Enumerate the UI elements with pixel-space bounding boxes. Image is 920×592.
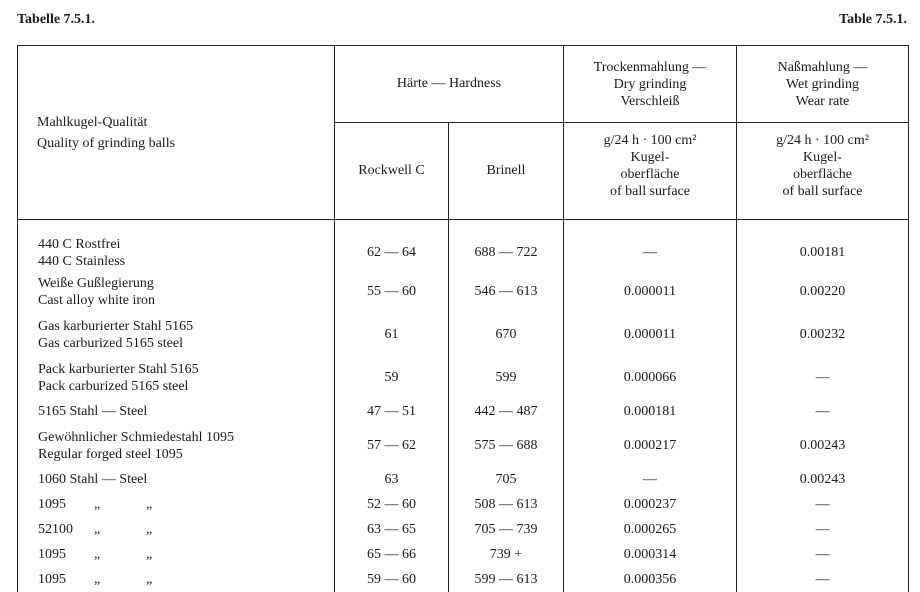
quality-name-de: Pack karburierter Stahl 5165 <box>38 361 199 378</box>
cell-wet-wear: — <box>737 567 909 592</box>
table-caption-de: Tabelle 7.5.1. <box>17 12 95 28</box>
quality-grade: 1095 <box>38 546 94 563</box>
ditto-mark: „ <box>146 496 198 513</box>
cell-wet-wear: 0.00181 <box>737 220 909 271</box>
quality-name-de: 5165 Stahl — Steel <box>38 403 147 420</box>
header-quality <box>18 46 335 220</box>
cell-wet-wear: — <box>737 356 909 399</box>
header-brinell: Brinell <box>449 123 564 220</box>
quality-grade: 1095 <box>38 496 94 513</box>
header-hardness: Härte — Hardness <box>335 46 564 123</box>
dry-unit-line-3: oberfläche <box>564 166 736 183</box>
cell-dry-wear: 0.000237 <box>564 492 737 517</box>
cell-rockwell: 55 — 60 <box>335 270 449 313</box>
table-body <box>18 220 909 592</box>
cell-dry-wear: 0.000314 <box>564 542 737 567</box>
table-row <box>18 356 909 399</box>
cell-quality <box>18 399 335 424</box>
header-quality-en: Quality of grinding balls <box>37 135 334 152</box>
header-wet-grinding <box>737 46 909 123</box>
cell-wet-wear: 0.00243 <box>737 424 909 467</box>
table-caption-en: Table 7.5.1. <box>839 12 907 28</box>
cell-quality <box>18 270 335 313</box>
quality-name-en: Cast alloy white iron <box>38 292 155 309</box>
cell-wet-wear: — <box>737 542 909 567</box>
cell-brinell: 546 — 613 <box>449 270 564 313</box>
cell-wet-wear: — <box>737 399 909 424</box>
wet-unit-line-1: g/24 h · 100 cm² <box>737 132 908 149</box>
cell-dry-wear: 0.000011 <box>564 270 737 313</box>
quality-name-en: 440 C Stainless <box>38 253 125 270</box>
header-rockwell: Rockwell C <box>335 123 449 220</box>
cell-brinell: 508 — 613 <box>449 492 564 517</box>
cell-rockwell: 59 — 60 <box>335 567 449 592</box>
table-row <box>18 424 909 467</box>
cell-brinell: 599 <box>449 356 564 399</box>
cell-wet-wear: — <box>737 492 909 517</box>
dry-unit-line-1: g/24 h · 100 cm² <box>564 132 736 149</box>
cell-wet-wear: 0.00243 <box>737 467 909 492</box>
wet-unit-line-2: Kugel- <box>737 149 908 166</box>
dry-unit-line-2: Kugel- <box>564 149 736 166</box>
header-wet-line-1: Naßmahlung — <box>737 59 908 76</box>
cell-brinell: 739 + <box>449 542 564 567</box>
cell-brinell: 575 — 688 <box>449 424 564 467</box>
header-dry-line-3: Verschleiß <box>564 93 736 110</box>
cell-brinell: 670 <box>449 313 564 356</box>
quality-name-en: Regular forged steel 1095 <box>38 446 183 463</box>
header-dry-unit <box>564 123 737 220</box>
cell-quality <box>18 467 335 492</box>
cell-quality <box>18 220 335 271</box>
cell-rockwell: 52 — 60 <box>335 492 449 517</box>
cell-wet-wear: 0.00232 <box>737 313 909 356</box>
cell-rockwell: 62 — 64 <box>335 220 449 271</box>
table-row <box>18 220 909 271</box>
cell-rockwell: 57 — 62 <box>335 424 449 467</box>
table-row <box>18 270 909 313</box>
table-row <box>18 492 909 517</box>
table-row <box>18 399 909 424</box>
cell-dry-wear: 0.000066 <box>564 356 737 399</box>
header-quality-de: Mahlkugel-Qualität <box>37 114 334 131</box>
quality-name-en: Pack carburized 5165 steel <box>38 378 188 395</box>
ditto-mark: „ <box>94 571 146 588</box>
dry-unit-line-4: of ball surface <box>564 183 736 200</box>
quality-name-de: 440 C Rostfrei <box>38 236 120 253</box>
cell-quality <box>18 313 335 356</box>
quality-name-de: Gewöhnlicher Schmiedestahl 1095 <box>38 429 234 446</box>
cell-wet-wear: — <box>737 517 909 542</box>
header-wet-line-2: Wet grinding <box>737 76 908 93</box>
wet-unit-line-4: of ball surface <box>737 183 908 200</box>
grinding-balls-table <box>17 45 909 592</box>
header-dry-line-2: Dry grinding <box>564 76 736 93</box>
header-wet-unit <box>737 123 909 220</box>
cell-rockwell: 63 <box>335 467 449 492</box>
cell-brinell: 599 — 613 <box>449 567 564 592</box>
quality-name-en: Gas carburized 5165 steel <box>38 335 183 352</box>
cell-wet-wear: 0.00220 <box>737 270 909 313</box>
quality-name-de: Gas karburierter Stahl 5165 <box>38 318 193 335</box>
cell-rockwell: 61 <box>335 313 449 356</box>
cell-rockwell: 65 — 66 <box>335 542 449 567</box>
cell-dry-wear: — <box>564 220 737 271</box>
table-row <box>18 313 909 356</box>
cell-quality <box>18 356 335 399</box>
quality-grade: 52100 <box>38 521 94 538</box>
cell-quality <box>18 567 335 592</box>
cell-quality <box>18 492 335 517</box>
wet-unit-line-3: oberfläche <box>737 166 908 183</box>
cell-brinell: 705 — 739 <box>449 517 564 542</box>
header-dry-grinding <box>564 46 737 123</box>
cell-brinell: 442 — 487 <box>449 399 564 424</box>
cell-dry-wear: — <box>564 467 737 492</box>
cell-quality <box>18 517 335 542</box>
cell-brinell: 705 <box>449 467 564 492</box>
cell-dry-wear: 0.000011 <box>564 313 737 356</box>
quality-name-de: Weiße Gußlegierung <box>38 275 154 292</box>
cell-dry-wear: 0.000356 <box>564 567 737 592</box>
table-row <box>18 567 909 592</box>
ditto-mark: „ <box>94 546 146 563</box>
quality-name-de: 1060 Stahl — Steel <box>38 471 147 488</box>
cell-quality <box>18 424 335 467</box>
ditto-mark: „ <box>94 521 146 538</box>
table-row <box>18 542 909 567</box>
ditto-mark: „ <box>146 521 198 538</box>
ditto-mark: „ <box>146 546 198 563</box>
cell-dry-wear: 0.000265 <box>564 517 737 542</box>
cell-dry-wear: 0.000181 <box>564 399 737 424</box>
cell-rockwell: 63 — 65 <box>335 517 449 542</box>
table-row <box>18 467 909 492</box>
table-row <box>18 517 909 542</box>
cell-brinell: 688 — 722 <box>449 220 564 271</box>
header-dry-line-1: Trockenmahlung — <box>564 59 736 76</box>
cell-rockwell: 59 <box>335 356 449 399</box>
header-wet-line-3: Wear rate <box>737 93 908 110</box>
cell-dry-wear: 0.000217 <box>564 424 737 467</box>
quality-grade: 1095 <box>38 571 94 588</box>
ditto-mark: „ <box>146 571 198 588</box>
cell-quality <box>18 542 335 567</box>
cell-rockwell: 47 — 51 <box>335 399 449 424</box>
ditto-mark: „ <box>94 496 146 513</box>
